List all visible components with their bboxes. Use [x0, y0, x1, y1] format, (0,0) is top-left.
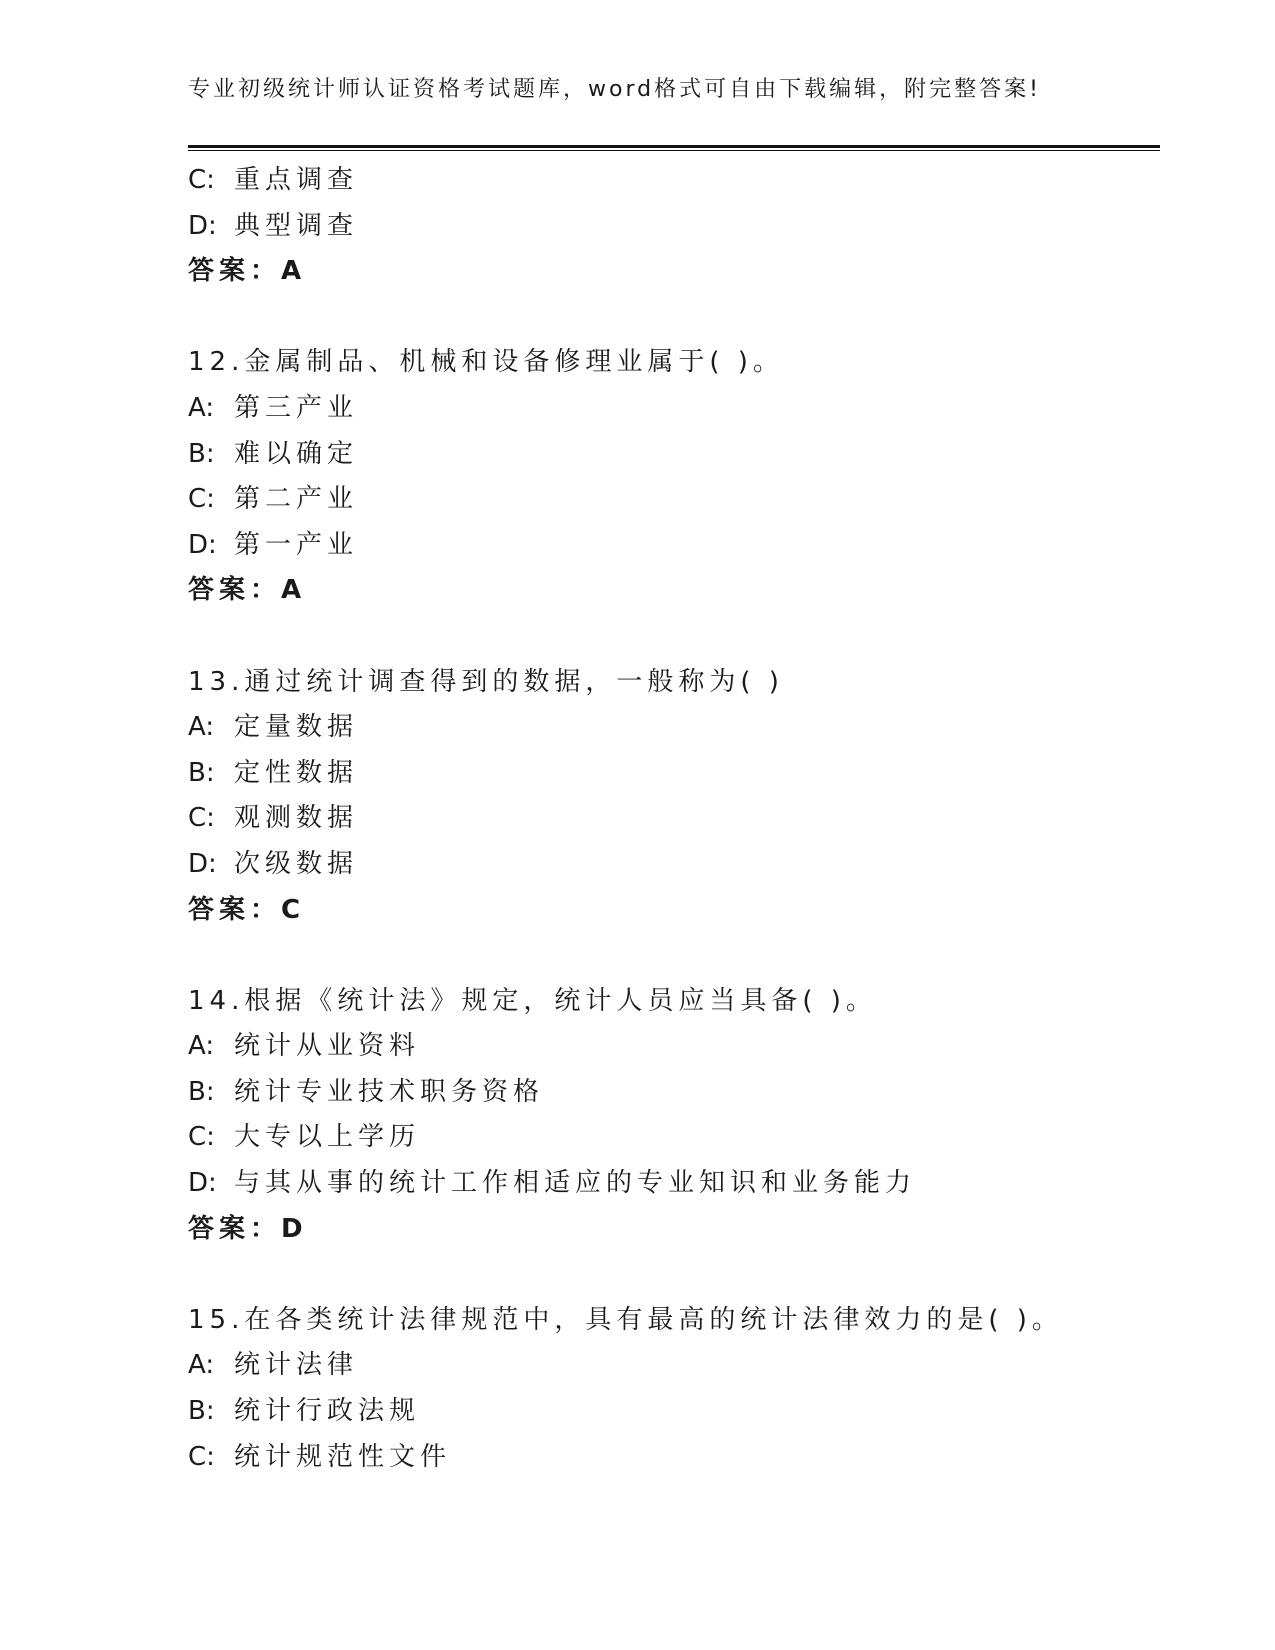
question-stem: 14.根据《统计法》规定，统计人员应当具备( )。: [188, 985, 877, 1016]
spacer: [188, 614, 1160, 660]
option-line: [188, 705, 1160, 751]
option-letter: D:: [188, 1168, 217, 1199]
option-letter: C:: [188, 165, 215, 195]
option-line: [188, 842, 1160, 888]
option-letter: B:: [188, 757, 215, 788]
option-line: [188, 1115, 1160, 1161]
option-line: [188, 158, 1160, 204]
option-text: 第一产业: [234, 529, 359, 560]
option-text: 重点调查: [234, 165, 359, 195]
spacer: [188, 295, 1160, 341]
option-text: 统计从业资料: [234, 1031, 421, 1062]
option-text: 大专以上学历: [234, 1122, 421, 1153]
option-text: 典型调查: [234, 210, 359, 241]
header-rule-thick: [188, 145, 1160, 148]
option-text: 统计法律: [234, 1350, 359, 1381]
option-line: [188, 751, 1160, 797]
option-line: [188, 1435, 1160, 1481]
option-letter: A:: [188, 392, 215, 423]
option-letter: A:: [188, 712, 215, 743]
option-text: 次级数据: [234, 848, 359, 879]
option-letter: D:: [188, 529, 217, 560]
option-line: [188, 432, 1160, 478]
option-letter: B:: [188, 1396, 215, 1427]
option-letter: C:: [188, 484, 215, 515]
option-line: [188, 1024, 1160, 1070]
answer-line: 答案：D: [188, 1213, 308, 1244]
option-text: 难以确定: [234, 438, 359, 469]
option-text: 定量数据: [234, 712, 359, 743]
option-text: 统计专业技术职务资格: [234, 1076, 545, 1107]
option-line: [188, 386, 1160, 432]
option-letter: A:: [188, 1031, 215, 1062]
page-header: 专业初级统计师认证资格考试题库，word格式可自由下载编辑，附完整答案!: [188, 77, 1041, 102]
option-letter: A:: [188, 1350, 215, 1381]
option-line: [188, 796, 1160, 842]
option-text: 第二产业: [234, 484, 359, 515]
question-stem: 13.通过统计调查得到的数据，一般称为( ): [188, 666, 784, 697]
option-text: 统计规范性文件: [234, 1441, 452, 1472]
option-letter: C:: [188, 1122, 215, 1153]
option-text: 统计行政法规: [234, 1396, 421, 1427]
option-letter: D:: [188, 848, 217, 879]
option-letter: C:: [188, 803, 215, 834]
option-text: 与其从事的统计工作相适应的专业知识和业务能力: [234, 1168, 917, 1199]
answer-line: 答案：A: [188, 256, 307, 287]
option-letter: C:: [188, 1441, 215, 1472]
option-line: [188, 1343, 1160, 1389]
option-letter: D:: [188, 210, 217, 241]
option-text: 第三产业: [234, 392, 359, 423]
option-text: 定性数据: [234, 757, 359, 788]
question-stem: 15.在各类统计法律规范中，具有最高的统计法律效力的是( )。: [188, 1304, 1063, 1335]
header-rule-thin: [188, 150, 1160, 151]
option-line: [188, 204, 1160, 250]
answer-line: 答案：A: [188, 575, 307, 606]
question-stem: 12.金属制品、机械和设备修理业属于( )。: [188, 347, 784, 378]
option-line: [188, 523, 1160, 569]
spacer: [188, 933, 1160, 979]
option-line: [188, 477, 1160, 523]
answer-line: 答案：C: [188, 894, 306, 925]
option-line: [188, 1070, 1160, 1116]
option-text: 观测数据: [234, 803, 359, 834]
option-letter: B:: [188, 1076, 215, 1107]
spacer: [188, 1252, 1160, 1298]
option-line: [188, 1389, 1160, 1435]
option-letter: B:: [188, 438, 215, 469]
question-content: [188, 158, 1160, 1480]
option-line: [188, 1161, 1160, 1207]
